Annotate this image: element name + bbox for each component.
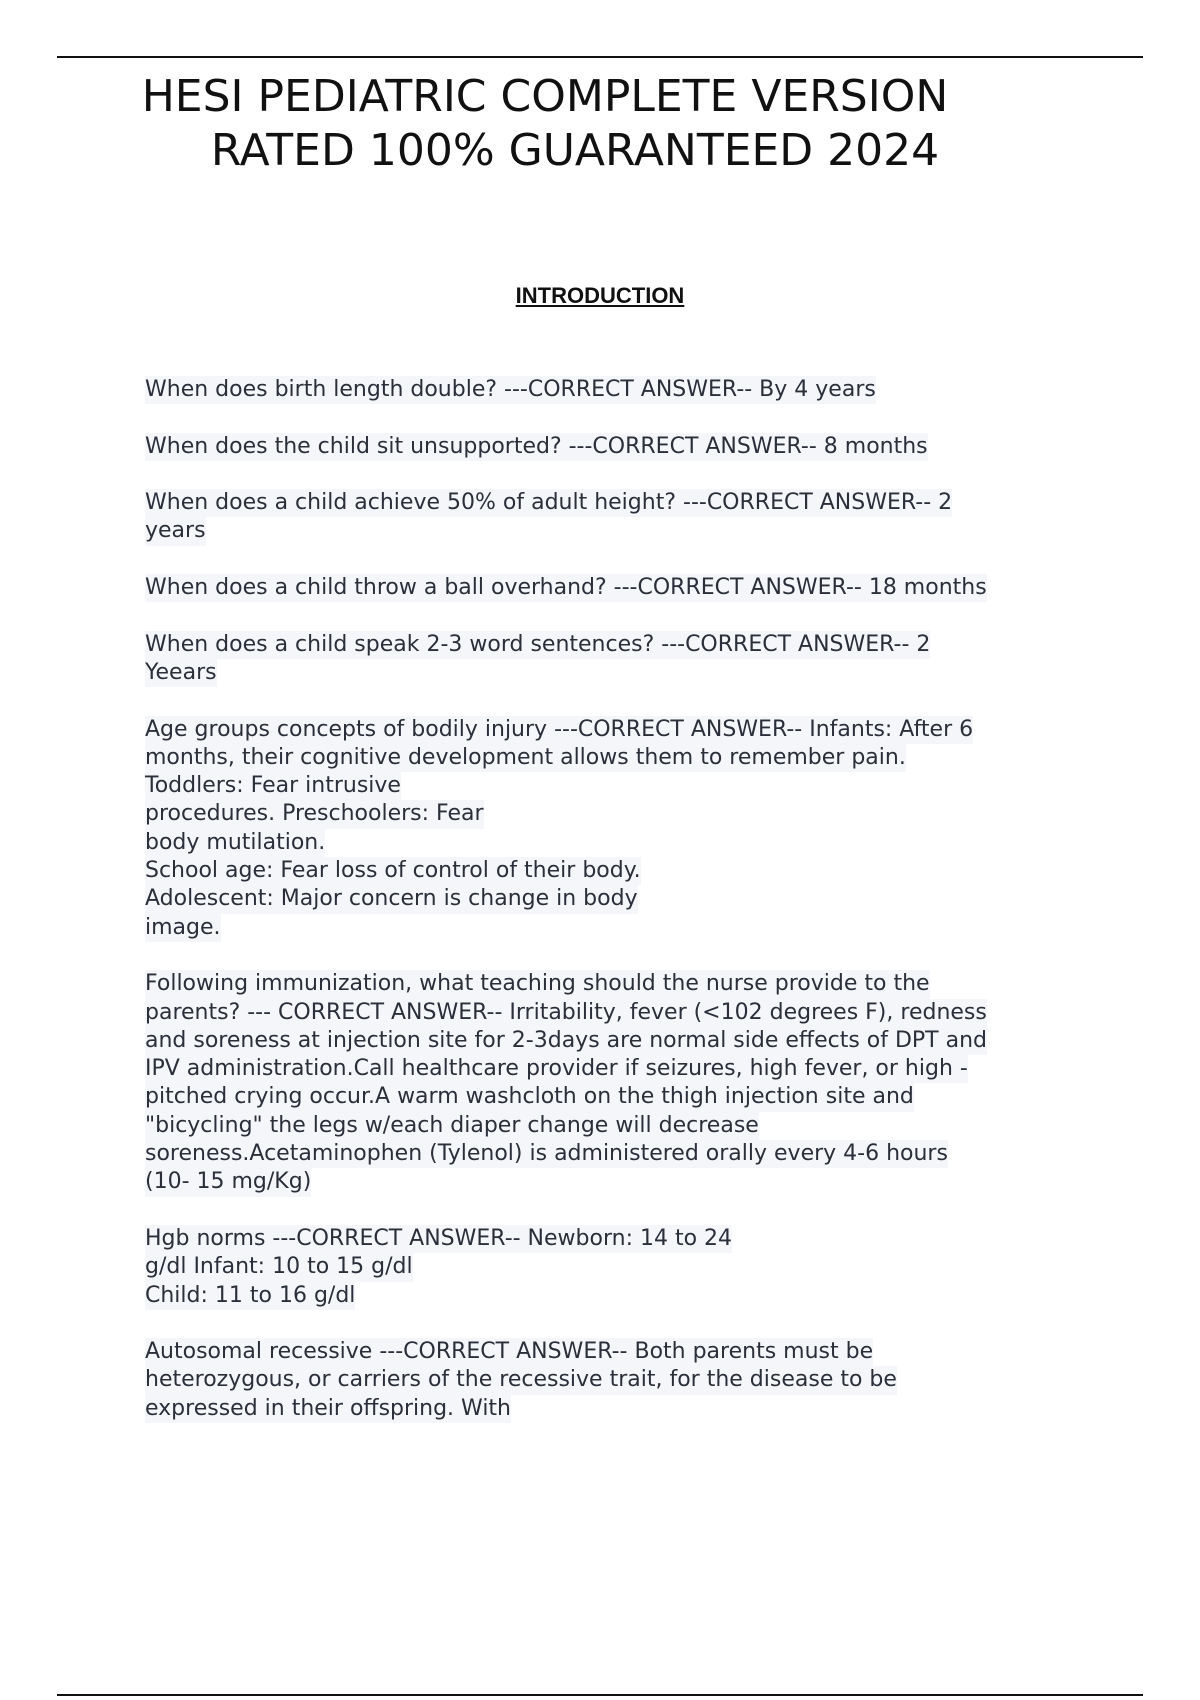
qa-line: Yeears	[145, 659, 217, 687]
qa-line: expressed in their offspring. With	[145, 1395, 511, 1423]
qa-line: Adolescent: Major concern is change in body	[145, 885, 638, 913]
qa-line: "bicycling" the legs w/each diaper change will decrease	[145, 1112, 759, 1140]
section-heading: INTRODUCTION	[515, 283, 685, 308]
qa-entry	[145, 631, 1085, 688]
qa-line: When does a child throw a ball overhand? ---CORRECT ANSWER-- 18 months	[145, 574, 987, 602]
qa-entry	[145, 433, 1085, 461]
qa-line: soreness.Acetaminophen (Tylenol) is administered orally every 4-6 hours	[145, 1140, 948, 1168]
qa-line: Age groups concepts of bodily injury ---CORRECT ANSWER-- Infants: After 6	[145, 716, 973, 744]
qa-line: Child: 11 to 16 g/dl	[145, 1282, 355, 1310]
qa-line: Hgb norms ---CORRECT ANSWER-- Newborn: 14 to 24	[145, 1225, 732, 1253]
qa-entry	[145, 970, 1085, 1196]
qa-line: When does the child sit unsupported? ---CORRECT ANSWER-- 8 months	[145, 433, 928, 461]
qa-line: heterozygous, or carriers of the recessive trait, for the disease to be	[145, 1366, 897, 1394]
qa-entry	[145, 489, 1085, 546]
qa-line: Autosomal recessive ---CORRECT ANSWER-- Both parents must be	[145, 1338, 873, 1366]
qa-line: When does birth length double? ---CORRECT ANSWER-- By 4 years	[145, 376, 876, 404]
document-title	[0, 70, 1090, 178]
qa-line: (10- 15 mg/Kg)	[145, 1168, 311, 1196]
title-line: RATED 100% GUARANTEED 2024	[210, 125, 940, 176]
qa-line: g/dl Infant: 10 to 15 g/dl	[145, 1253, 413, 1281]
qa-line: months, their cognitive development allows them to remember pain.	[145, 744, 906, 772]
qa-line: IPV administration.Call healthcare provider if seizures, high fever, or high -	[145, 1055, 968, 1083]
qa-entry	[145, 716, 1085, 942]
qa-line: When does a child achieve 50% of adult height? ---CORRECT ANSWER-- 2	[145, 489, 952, 517]
top-rule	[57, 56, 1143, 58]
qa-list	[145, 376, 1085, 1451]
qa-line: pitched crying occur.A warm washcloth on the thigh injection site and	[145, 1083, 914, 1111]
qa-line: years	[145, 517, 206, 545]
qa-line: Toddlers: Fear intrusive	[145, 772, 401, 800]
qa-line: image.	[145, 914, 221, 942]
qa-line: body mutilation.	[145, 829, 325, 857]
bottom-rule	[57, 1694, 1143, 1696]
qa-entry	[145, 376, 1085, 404]
qa-line: parents? --- CORRECT ANSWER-- Irritability, fever (<102 degrees F), redness	[145, 999, 987, 1027]
qa-entry	[145, 1225, 1085, 1310]
qa-line: School age: Fear loss of control of their body.	[145, 857, 641, 885]
qa-line: Following immunization, what teaching should the nurse provide to the	[145, 970, 930, 998]
title-line: HESI PEDIATRIC COMPLETE VERSION	[141, 71, 949, 122]
qa-line: and soreness at injection site for 2-3days are normal side effects of DPT and	[145, 1027, 987, 1055]
qa-entry	[145, 1338, 1085, 1423]
qa-line: When does a child speak 2-3 word sentences? ---CORRECT ANSWER-- 2	[145, 631, 930, 659]
qa-line: procedures. Preschoolers: Fear	[145, 800, 484, 828]
qa-entry	[145, 574, 1085, 602]
